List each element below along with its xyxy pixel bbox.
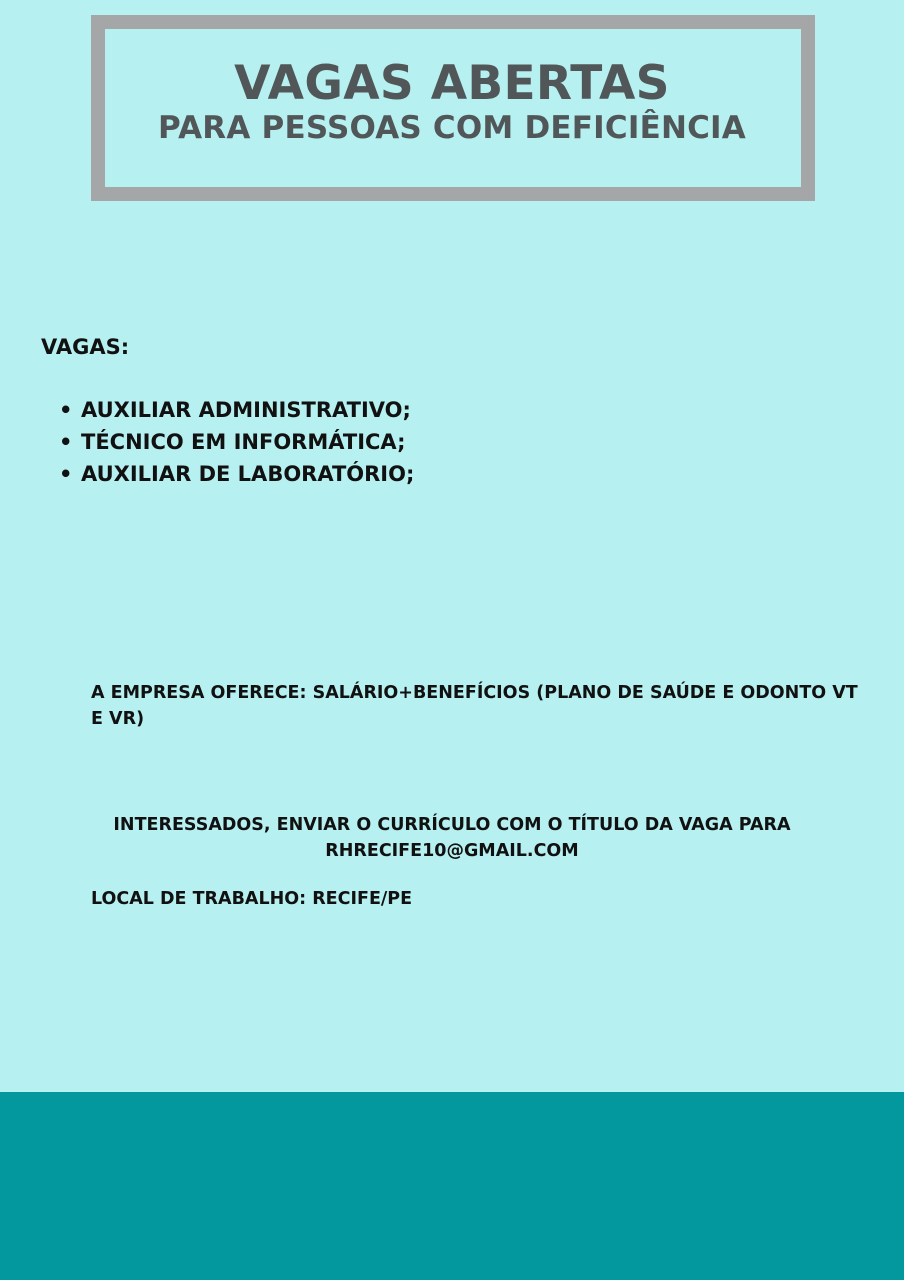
- application-instructions: [0, 812, 904, 864]
- list-item: [59, 426, 414, 458]
- apply-instruction-text: INTERESSADOS, ENVIAR O CURRÍCULO COM O TÍTULO DA VAGA PARA: [113, 815, 791, 835]
- bullet-icon: •: [59, 398, 73, 422]
- bullet-icon: •: [59, 462, 73, 486]
- flyer-subtitle: PARA PESSOAS COM DEFICIÊNCIA: [158, 110, 746, 146]
- vacancy-list: [59, 394, 414, 490]
- flyer-title: VAGAS ABERTAS: [234, 56, 670, 111]
- list-item: [59, 394, 414, 426]
- bullet-icon: •: [59, 430, 73, 454]
- vacancies-label: VAGAS:: [41, 335, 130, 359]
- list-item: [59, 458, 414, 490]
- contact-email: RHRECIFE10@GMAIL.COM: [325, 841, 579, 861]
- vacancy-title: TÉCNICO EM INFORMÁTICA;: [81, 430, 406, 454]
- footer-band: [0, 1092, 904, 1280]
- vacancy-title: AUXILIAR ADMINISTRATIVO;: [81, 398, 411, 422]
- benefits-text: A EMPRESA OFERECE: SALÁRIO+BENEFÍCIOS (PLANO DE SAÚDE E ODONTO VT E VR): [91, 683, 858, 729]
- vacancy-title: AUXILIAR DE LABORATÓRIO;: [81, 462, 415, 486]
- work-location: LOCAL DE TRABALHO: RECIFE/PE: [91, 889, 413, 909]
